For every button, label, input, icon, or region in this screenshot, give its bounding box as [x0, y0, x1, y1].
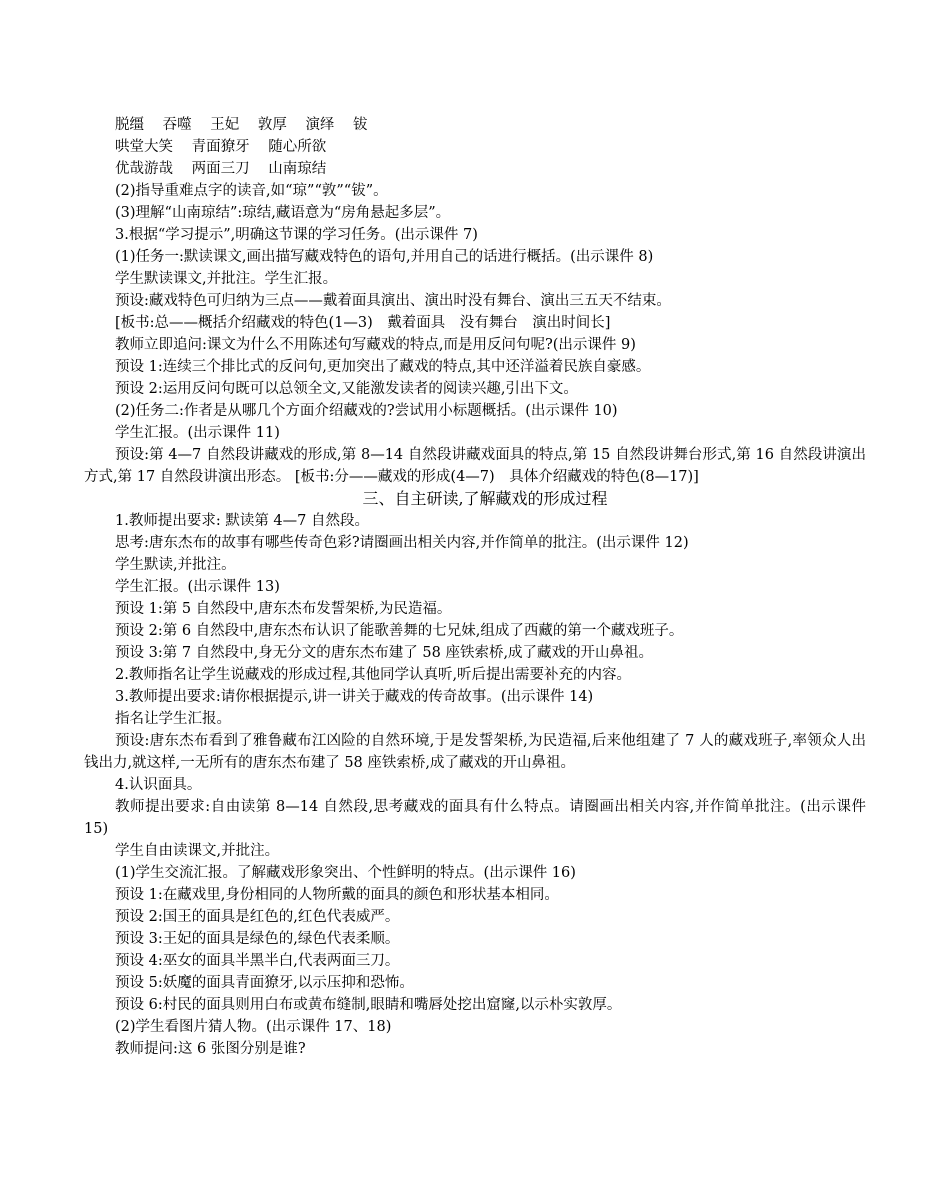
text-line: (3)理解“山南琼结”:琼结,藏语意为“房角悬起多层”。	[115, 205, 451, 221]
vocab-word: 两面三刀	[191, 161, 250, 177]
text-line: 预设 2:第 6 自然段中,唐东杰布认识了能歌善舞的七兄妹,组成了西藏的第一个藏戏班子。	[115, 623, 684, 639]
text-line: 学生默读课文,并批注。学生汇报。	[115, 271, 338, 287]
text-paragraph: 预设:唐东杰布看到了雅鲁藏布江凶险的自然环境,于是发誓架桥,为民造福,后来他组建了 7 人的藏戏班子,率领众人出钱出力,就这样,一无所有的唐东杰布建了 58 座铁索桥,成了藏戏的开山鼻祖。	[84, 733, 866, 771]
text-line: 思考:唐东杰布的故事有哪些传奇色彩?请圈画出相关内容,并作简单的批注。(出示课件 12)	[115, 535, 689, 551]
text-line: 教师立即追问:课文为什么不用陈述句写藏戏的特点,而是用反问句呢?(出示课件 9)	[115, 337, 636, 353]
vocab-word: 吞噬	[162, 117, 192, 133]
text-line: 预设:藏戏特色可归纳为三点——戴着面具演出、演出时没有舞台、演出三五天不结束。	[115, 293, 671, 309]
text-line: 学生汇报。(出示课件 13)	[115, 579, 280, 595]
text-line: (1)学生交流汇报。了解藏戏形象突出、个性鲜明的特点。(出示课件 16)	[115, 865, 576, 881]
text-line: 3.根据“学习提示”,明确这节课的学习任务。(出示课件 7)	[115, 227, 478, 243]
vocab-word: 随心所欲	[268, 139, 327, 155]
text-line: 2.教师指名让学生说藏戏的形成过程,其他同学认真听,听后提出需要补充的内容。	[115, 667, 632, 683]
text-line: 预设 1:第 5 自然段中,唐东杰布发誓架桥,为民造福。	[115, 601, 452, 617]
section-heading: 三、自主研读,了解藏戏的形成过程	[362, 489, 608, 508]
text-line: (1)任务一:默读课文,画出描写藏戏特色的语句,并用自己的话进行概括。(出示课件 8)	[115, 249, 654, 265]
vocab-word: 青面獠牙	[191, 139, 250, 155]
text-paragraph: 教师提出要求:自由读第 8—14 自然段,思考藏戏的面具有什么特点。请圈画出相关内容,并作简单批注。(出示课件 15)	[84, 799, 866, 837]
text-line: 1.教师提出要求: 默读第 4—7 自然段。	[115, 513, 369, 529]
text-line: 学生自由读课文,并批注。	[115, 843, 280, 859]
vocab-row-3	[84, 158, 866, 180]
text-line: 学生汇报。(出示课件 11)	[115, 425, 280, 441]
vocab-word: 山南琼结	[268, 161, 327, 177]
text-line: 4.认识面具。	[115, 777, 202, 793]
vocab-word: 优哉游哉	[115, 161, 173, 177]
text-line: 预设 3:王妃的面具是绿色的,绿色代表柔顺。	[115, 931, 400, 947]
vocab-word: 脱缰	[115, 117, 144, 133]
document-body	[84, 114, 866, 1060]
vocab-word: 演绎	[305, 117, 335, 133]
vocab-row-1	[84, 114, 866, 136]
text-line: (2)任务二:作者是从哪几个方面介绍藏戏的?尝试用小标题概括。(出示课件 10)	[115, 403, 618, 419]
text-line: 预设 5:妖魔的面具青面獠牙,以示压抑和恐怖。	[115, 975, 414, 991]
text-line: 预设 4:巫女的面具半黑半白,代表两面三刀。	[115, 953, 400, 969]
text-line: 预设 2:运用反问句既可以总领全文,又能激发读者的阅读兴趣,引出下文。	[115, 381, 578, 397]
text-line: 预设 6:村民的面具则用白布或黄布缝制,眼睛和嘴唇处挖出窟窿,以示朴实敦厚。	[115, 997, 622, 1013]
vocab-word: 敦厚	[257, 117, 287, 133]
vocab-word: 王妃	[210, 117, 240, 133]
text-line: 指名让学生汇报。	[115, 711, 231, 727]
text-paragraph: 预设:第 4—7 自然段讲藏戏的形成,第 8—14 自然段讲藏戏面具的特点,第 15 自然段讲舞台形式,第 16 自然段讲演出方式,第 17 自然段讲演出形态。 [板书:分——藏戏的形成(4—7) 具体介绍藏戏的特色(8—17)]	[84, 447, 866, 485]
board-note: [板书:总——概括介绍藏戏的特色(1—3) 戴着面具 没有舞台 演出时间长]	[115, 315, 611, 331]
text-line: 预设 2:国王的面具是红色的,红色代表威严。	[115, 909, 400, 925]
text-line: 学生默读,并批注。	[115, 557, 236, 573]
text-line: 预设 3:第 7 自然段中,身无分文的唐东杰布建了 58 座铁索桥,成了藏戏的开山鼻祖。	[115, 645, 654, 661]
text-line: (2)学生看图片猜人物。(出示课件 17、18)	[115, 1019, 392, 1035]
vocab-word: 钹	[353, 117, 368, 133]
text-line: 预设 1:连续三个排比式的反问句,更加突出了藏戏的特点,其中还洋溢着民族自豪感。	[115, 359, 651, 375]
text-line: 3.教师提出要求:请你根据提示,讲一讲关于藏戏的传奇故事。(出示课件 14)	[115, 689, 594, 705]
text-line: 预设 1:在藏戏里,身份相同的人物所戴的面具的颜色和形状基本相同。	[115, 887, 559, 903]
vocab-word: 哄堂大笑	[115, 139, 173, 155]
vocab-row-2	[84, 136, 866, 158]
text-line: 教师提问:这 6 张图分别是谁?	[115, 1041, 306, 1057]
text-line: (2)指导重难点字的读音,如“琼”“敦”“钹”。	[115, 183, 388, 199]
